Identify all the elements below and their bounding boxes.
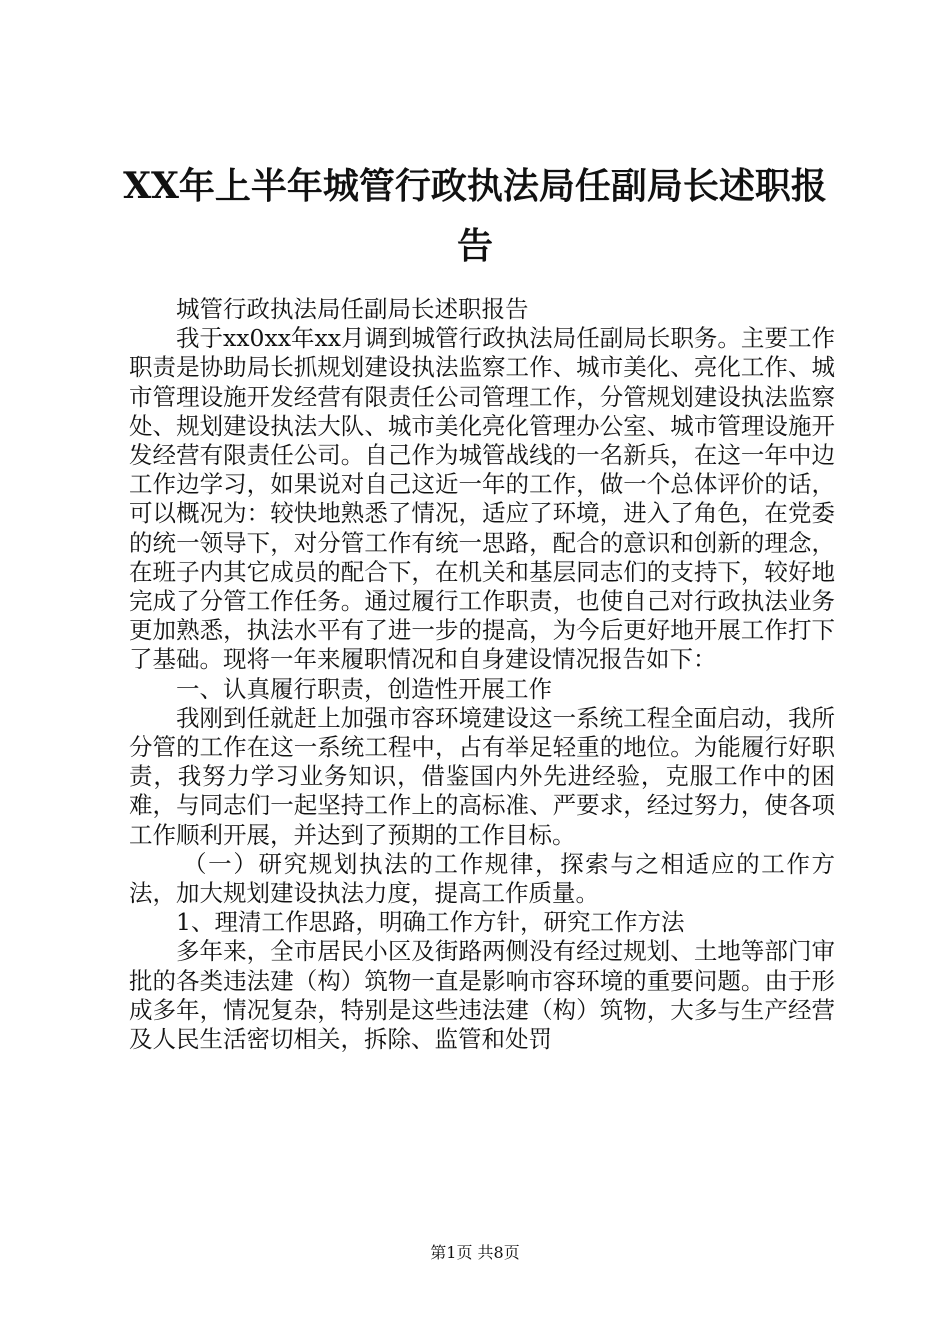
- item-heading: 1、理清工作思路，明确工作方针，研究工作方法: [176, 908, 685, 937]
- section-heading: 一、认真履行职责，创造性开展工作: [176, 674, 552, 703]
- subsection-heading: （一）研究规划执法的工作规律，探索与之相适应的工作方法，加大规划建设执法力度，提高工作质量。: [129, 849, 835, 908]
- subtitle-paragraph: 城管行政执法局任副局长述职报告: [176, 295, 529, 323]
- document-title: XX年上半年城管行政执法局任副局长述职报告: [123, 165, 827, 267]
- page-footer: 第1页 共8页: [430, 1243, 520, 1262]
- body-paragraph: 多年来，全市居民小区及街路两侧没有经过规划、土地等部门审批的各类违法建（构）筑物一直是影响市容环境的重要问题。由于形成多年，情况复杂，特别是这些违法建（构）筑物，大多与生产经营及人民生活密切相关，拆除、监管和处罚: [129, 937, 835, 1054]
- intro-paragraph: 我于xx0xx年xx月调到城管行政执法局任副局长职务。主要工作职责是协助局长抓规划建设执法监察工作、城市美化、亮化工作、城市管理设施开发经营有限责任公司管理工作，分管规划建设执法监察处、规划建设执法大队、城市美化亮化管理办公室、城市管理设施开发经营有限责任公司。自己作为城管战线的一名新兵，在这一年中边工作边学习，如果说对自己这近一年的工作，做一个总体评价的话，可以概况为：较快地熟悉了情况，适应了环境，进入了角色，在党委的统一领导下，对分管工作有统一思路，配合的意识和创新的理念，在班子内其它成员的配合下，在机关和基层同志们的支持下，较好地完成了分管工作任务。通过履行工作职责，也使自己对行政执法业务更加熟悉，执法水平有了进一步的提高，为今后更好地开展工作打下了基础。现将一年来履职情况和自身建设情况报告如下：: [129, 324, 835, 674]
- body-paragraph: 我刚到任就赶上加强市容环境建设这一系统工程全面启动，我所分管的工作在这一系统工程中，占有举足轻重的地位。为能履行好职责，我努力学习业务知识，借鉴国内外先进经验，克服工作中的困难，与同志们一起坚持工作上的高标准、严要求，经过努力，使各项工作顺利开展，并达到了预期的工作目标。: [129, 703, 835, 849]
- document-body: [129, 295, 835, 1054]
